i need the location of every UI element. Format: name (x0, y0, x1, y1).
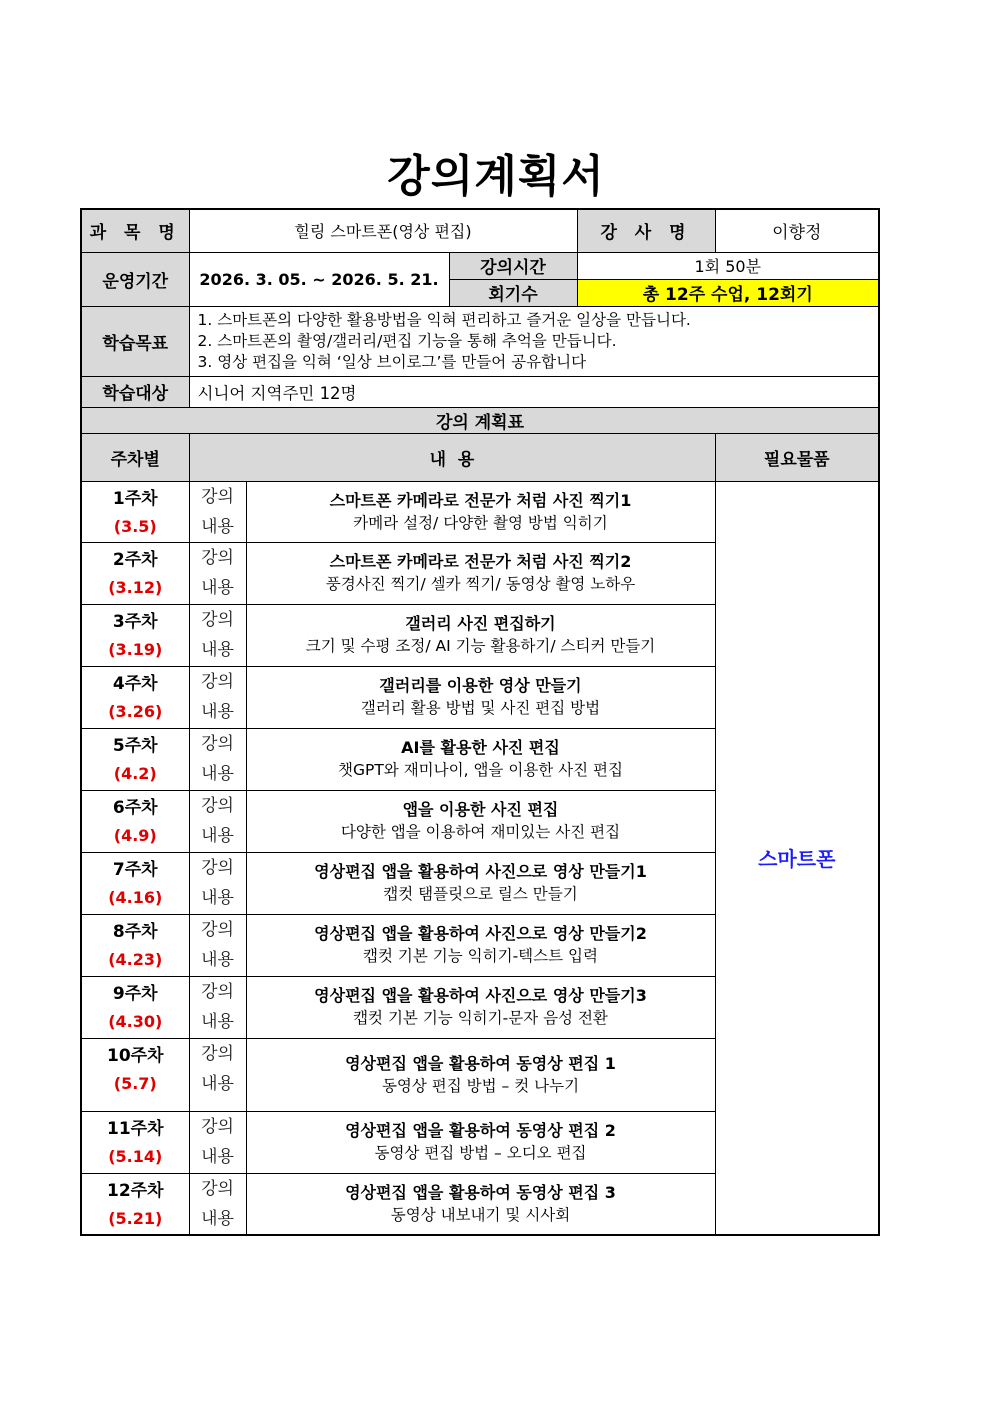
week-date: (3.5) (113, 516, 157, 536)
lecture-subtitle: 동영상 편집 방법 – 컷 나누기 (381, 1076, 580, 1095)
sessions-label: 회기수 (449, 279, 577, 306)
goal-item: 2. 스마트폰의 촬영/갤러리/편집 기능을 통해 추억을 만듭니다. (197, 331, 617, 350)
label-line: 내용 (201, 577, 234, 598)
lecture-title: 갤러리 사진 편집하기 (405, 614, 556, 633)
page-title: 강의계획서 (387, 151, 605, 202)
label-line: 내용 (201, 639, 234, 660)
lecture-content (246, 728, 715, 790)
week-number: 12주차 (106, 1180, 164, 1201)
week-number: 5주차 (112, 735, 158, 756)
week-cell (81, 790, 189, 852)
goal-item: 3. 영상 편집을 익혀 ‘일상 브이로그’를 만들어 공유합니다 (197, 352, 587, 371)
label-line: 내용 (201, 1146, 234, 1167)
lecture-content-label (189, 481, 246, 542)
lecture-subtitle: 캡컷 기본 기능 익히기-텍스트 입력 (363, 947, 598, 965)
lecture-title: 영상편집 앱을 활용하여 사진으로 영상 만들기3 (314, 986, 647, 1005)
label-line: 강의 (201, 857, 234, 878)
label-line: 내용 (201, 887, 234, 908)
lecture-content-label (189, 852, 246, 914)
column-week-header: 주차별 (81, 433, 189, 481)
week-date: (4.9) (113, 825, 157, 845)
lecture-title: 영상편집 앱을 활용하여 사진으로 영상 만들기1 (314, 862, 647, 881)
lecture-content-label (189, 1111, 246, 1173)
lecture-subtitle: 풍경사진 찍기/ 셀카 찍기/ 동영상 촬영 노하우 (325, 575, 636, 593)
week-number: 6주차 (112, 797, 158, 818)
lecture-subtitle: 카메라 설정/ 다양한 촬영 방법 익히기 (353, 513, 608, 532)
label-line: 강의 (201, 547, 234, 568)
label-line: 내용 (201, 949, 234, 970)
label-line: 강의 (201, 733, 234, 754)
label-line: 강의 (201, 1178, 234, 1199)
period-label: 운영기간 (81, 252, 189, 306)
lecture-title: 영상편집 앱을 활용하여 동영상 편집 1 (345, 1053, 616, 1073)
week-cell (81, 481, 189, 542)
lecture-subtitle: 캡컷 탬플릿으로 릴스 만들기 (383, 885, 578, 903)
target-value: 시니어 지역주민 12명 (189, 376, 879, 407)
week-cell (81, 1038, 189, 1111)
label-line: 강의 (201, 486, 234, 507)
lecture-content (246, 666, 715, 728)
lecture-subtitle: 챗GPT와 재미나이, 앱을 이용한 사진 편집 (338, 761, 623, 779)
week-cell (81, 604, 189, 666)
goals-list (189, 306, 879, 376)
week-cell (81, 914, 189, 976)
plan-section-title: 강의 계획표 (81, 407, 879, 433)
lecture-title: 영상편집 앱을 활용하여 동영상 편집 2 (345, 1121, 616, 1140)
label-line: 강의 (201, 919, 234, 940)
goal-item: 1. 스마트폰의 다양한 활용방법을 익혀 편리하고 즐거운 일상을 만듭니다. (197, 310, 691, 329)
lecture-content (246, 976, 715, 1038)
lecture-content (246, 790, 715, 852)
lecture-content-label (189, 728, 246, 790)
label-line: 내용 (201, 1073, 234, 1094)
lecture-content-label (189, 542, 246, 604)
lecture-content-label (189, 1038, 246, 1111)
lecture-title: 스마트폰 카메라로 전문가 처럼 사진 찍기1 (329, 490, 632, 510)
label-line: 강의 (201, 981, 234, 1002)
week-date: (4.23) (108, 949, 163, 969)
label-line: 강의 (201, 609, 234, 630)
label-line: 내용 (201, 1011, 234, 1032)
week-date: (3.19) (108, 639, 163, 659)
week-number: 11주차 (106, 1118, 164, 1139)
week-number: 2주차 (112, 549, 158, 570)
week-number: 10주차 (106, 1045, 164, 1066)
lecture-subtitle: 크기 및 수평 조정/ AI 기능 활용하기/ 스티커 만들기 (305, 637, 656, 655)
lecture-subtitle: 동영상 편집 방법 – 오디오 편집 (374, 1144, 587, 1162)
week-cell (81, 1173, 189, 1235)
lecture-content (246, 481, 715, 542)
lecture-subtitle: 갤러리 활용 방법 및 사진 편집 방법 (360, 699, 601, 717)
week-cell (81, 1111, 189, 1173)
label-line: 강의 (201, 795, 234, 816)
lecture-content (246, 542, 715, 604)
lecture-content-label (189, 790, 246, 852)
week-number: 1주차 (112, 488, 158, 509)
lecture-subtitle: 다양한 앱을 이용하여 재미있는 사진 편집 (340, 823, 621, 841)
instructor-label: 강 사 명 (577, 209, 715, 252)
lecture-plan-table (80, 208, 880, 1236)
lecture-content-label (189, 1173, 246, 1235)
label-line: 내용 (201, 825, 234, 846)
lecture-content (246, 1173, 715, 1235)
lecture-title: 스마트폰 카메라로 전문가 처럼 사진 찍기2 (329, 552, 632, 571)
lecture-content (246, 1111, 715, 1173)
label-line: 내용 (201, 701, 234, 722)
week-cell (81, 976, 189, 1038)
lecture-title: 앱을 이용한 사진 편집 (402, 800, 559, 819)
label-line: 강의 (201, 671, 234, 692)
lecture-subtitle: 캡컷 기본 기능 익히기-문자 음성 전환 (353, 1009, 608, 1027)
goals-label: 학습목표 (81, 306, 189, 376)
time-label: 강의시간 (449, 252, 577, 279)
lecture-content-label (189, 914, 246, 976)
materials-value: 스마트폰 (715, 481, 879, 1235)
label-line: 내용 (201, 516, 234, 537)
lecture-content-label (189, 976, 246, 1038)
week-date: (4.30) (108, 1011, 163, 1031)
week-number: 4주차 (112, 673, 158, 694)
label-line: 강의 (201, 1043, 234, 1064)
week-date: (5.21) (108, 1208, 163, 1228)
week-number: 9주차 (112, 983, 158, 1004)
time-value: 1회 50분 (577, 252, 879, 279)
lecture-content-label (189, 666, 246, 728)
week-date: (3.26) (108, 701, 163, 721)
column-materials-header: 필요물품 (715, 433, 879, 481)
week-date: (4.2) (113, 763, 157, 783)
period-value: 2026. 3. 05. ~ 2026. 5. 21. (189, 252, 449, 306)
week-number: 3주차 (112, 611, 158, 632)
lecture-content (246, 1038, 715, 1111)
lecture-title: 갤러리를 이용한 영상 만들기 (379, 676, 582, 695)
lecture-title: 영상편집 앱을 활용하여 동영상 편집 3 (345, 1182, 616, 1202)
label-line: 강의 (201, 1116, 234, 1137)
week-number: 8주차 (112, 921, 158, 942)
week-date: (5.14) (108, 1146, 163, 1166)
label-line: 내용 (201, 763, 234, 784)
week-row (81, 481, 879, 542)
week-cell (81, 542, 189, 604)
subject-label: 과 목 명 (81, 209, 189, 252)
lecture-title: 영상편집 앱을 활용하여 사진으로 영상 만들기2 (314, 924, 647, 943)
week-cell (81, 852, 189, 914)
week-date: (3.12) (108, 577, 163, 597)
week-date: (5.7) (113, 1073, 157, 1093)
lecture-content-label (189, 604, 246, 666)
instructor-value: 이향정 (715, 209, 879, 252)
subject-value: 힐링 스마트폰(영상 편집) (189, 209, 577, 252)
lecture-content (246, 604, 715, 666)
week-date: (4.16) (108, 887, 163, 907)
lecture-content (246, 852, 715, 914)
week-cell (81, 666, 189, 728)
column-content-header: 내 용 (189, 433, 715, 481)
label-line: 내용 (201, 1208, 234, 1229)
lecture-content (246, 914, 715, 976)
lecture-title: AI를 활용한 사진 편집 (401, 738, 560, 757)
lecture-subtitle: 동영상 내보내기 및 시사회 (390, 1205, 571, 1224)
week-number: 7주차 (112, 859, 158, 880)
sessions-value: 총 12주 수업, 12회기 (577, 279, 879, 306)
week-cell (81, 728, 189, 790)
target-label: 학습대상 (81, 376, 189, 407)
